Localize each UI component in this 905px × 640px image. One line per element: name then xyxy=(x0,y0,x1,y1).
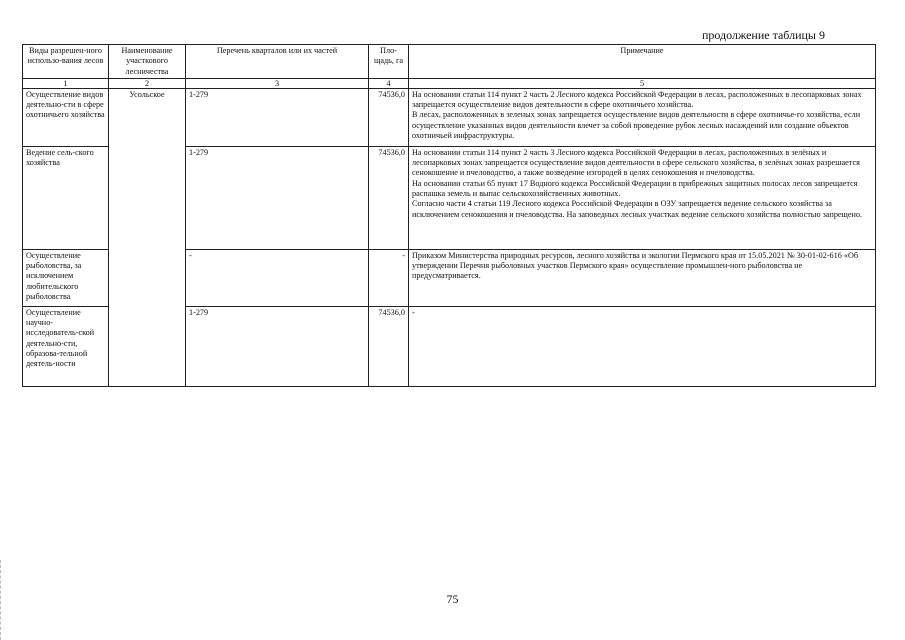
area-cell: 74536,0 xyxy=(369,88,409,146)
forestry-cell: Усольское xyxy=(109,88,186,386)
column-number: 3 xyxy=(186,78,369,88)
column-number: 4 xyxy=(369,78,409,88)
use-type-cell: Ведение сель-ского хозяйства xyxy=(23,146,109,249)
note-cell xyxy=(409,306,876,386)
quarters-cell: 1-279 xyxy=(186,146,369,249)
header-quarters: Перечень кварталов или их частей xyxy=(186,45,369,79)
note-paragraph: Приказом Министерства природных ресурсов, лесного хозяйства и экологии Пермского края от 15.05.2021 № 30-01-02-616 «Об утверждении Перечня рыболовных участков Пермского края» осуществление промышлен-ного рыболовства не предусматривается. xyxy=(412,250,859,281)
permitted-uses-table xyxy=(22,44,876,387)
area-cell: 74536,0 xyxy=(369,146,409,249)
note-paragraph: На основании статьи 114 пункт 2 часть 2 Лесного кодекса Российской Федерации в лесах, расположенных в лесопарковых зонах запрещается осуществление видов деятельности в сфере охотничьего хозяйства. xyxy=(412,89,862,110)
page-number: 75 xyxy=(446,592,459,606)
header-forestry: Наименование участкового лесничества xyxy=(109,45,186,79)
note-paragraph: На основании статьи 65 пункт 17 Водного кодекса Российской Федерации в прибрежных защитных полосах лесов запрещается распашка земель и выпас сельскохозяйственных животных. xyxy=(412,178,858,199)
area-cell: 74536,0 xyxy=(369,306,409,386)
quarters-cell: 1-279 xyxy=(186,88,369,146)
note-cell xyxy=(409,146,876,249)
use-type-cell: Осуществление научно-исследователь-ской деятельно-сти, образова-тельной деятель-ности xyxy=(23,306,109,386)
note-paragraph: В лесах, расположенных в зеленых зонах запрещается осуществление видов деятельности в сфере охотничье-го хозяйства, если осуществление указанных видов деятельности влечет за собой проведение рубок лесных насаждений или создание объектов охотничьей инфраструктуры. xyxy=(412,110,861,141)
note-paragraph: - xyxy=(412,307,415,317)
quarters-cell: - xyxy=(186,249,369,306)
note-paragraph: Согласно части 4 статьи 119 Лесного кодекса Российской Федерации в ОЗУ запрещается ведение сельского хозяйства за исключением сенокошения и пчеловодства. На заповедных лесных участках ведение сельского хозяйства полностью запрещено. xyxy=(412,199,863,219)
column-number-row xyxy=(23,78,876,88)
header-use-type: Виды разрешен-ного использо-вания лесов xyxy=(23,45,109,79)
note-cell xyxy=(409,249,876,306)
table-caption: продолжение таблицы 9 xyxy=(701,28,825,42)
note-cell xyxy=(409,88,876,146)
column-number: 5 xyxy=(409,78,876,88)
header-area: Пло-щадь, га xyxy=(369,45,409,79)
table-header-row xyxy=(23,45,876,79)
scan-edge-mark xyxy=(0,560,4,640)
column-number: 2 xyxy=(109,78,186,88)
table-row xyxy=(23,88,876,146)
use-type-cell: Осуществление видов деятельно-сти в сфере охотничьего хозяйства xyxy=(23,88,109,146)
quarters-cell: 1-279 xyxy=(186,306,369,386)
column-number: 1 xyxy=(23,78,109,88)
use-type-cell: Осуществление рыболовства, за исключением любительского рыболовства xyxy=(23,249,109,306)
note-paragraph: На основании статьи 114 пункт 2 часть 3 Лесного кодекса Российской Федерации в лесах, расположенных в зелёных и лесопарковых зонах запрещается осуществление видов деятельности в сфере сельского хозяйства, в зелёных зонах разрешается сенокошение и пчеловодство, а также возведение изгородей в целях сенокошения и пчеловодства. xyxy=(412,147,860,178)
area-cell: - xyxy=(369,249,409,306)
header-note: Примечание xyxy=(409,45,876,79)
